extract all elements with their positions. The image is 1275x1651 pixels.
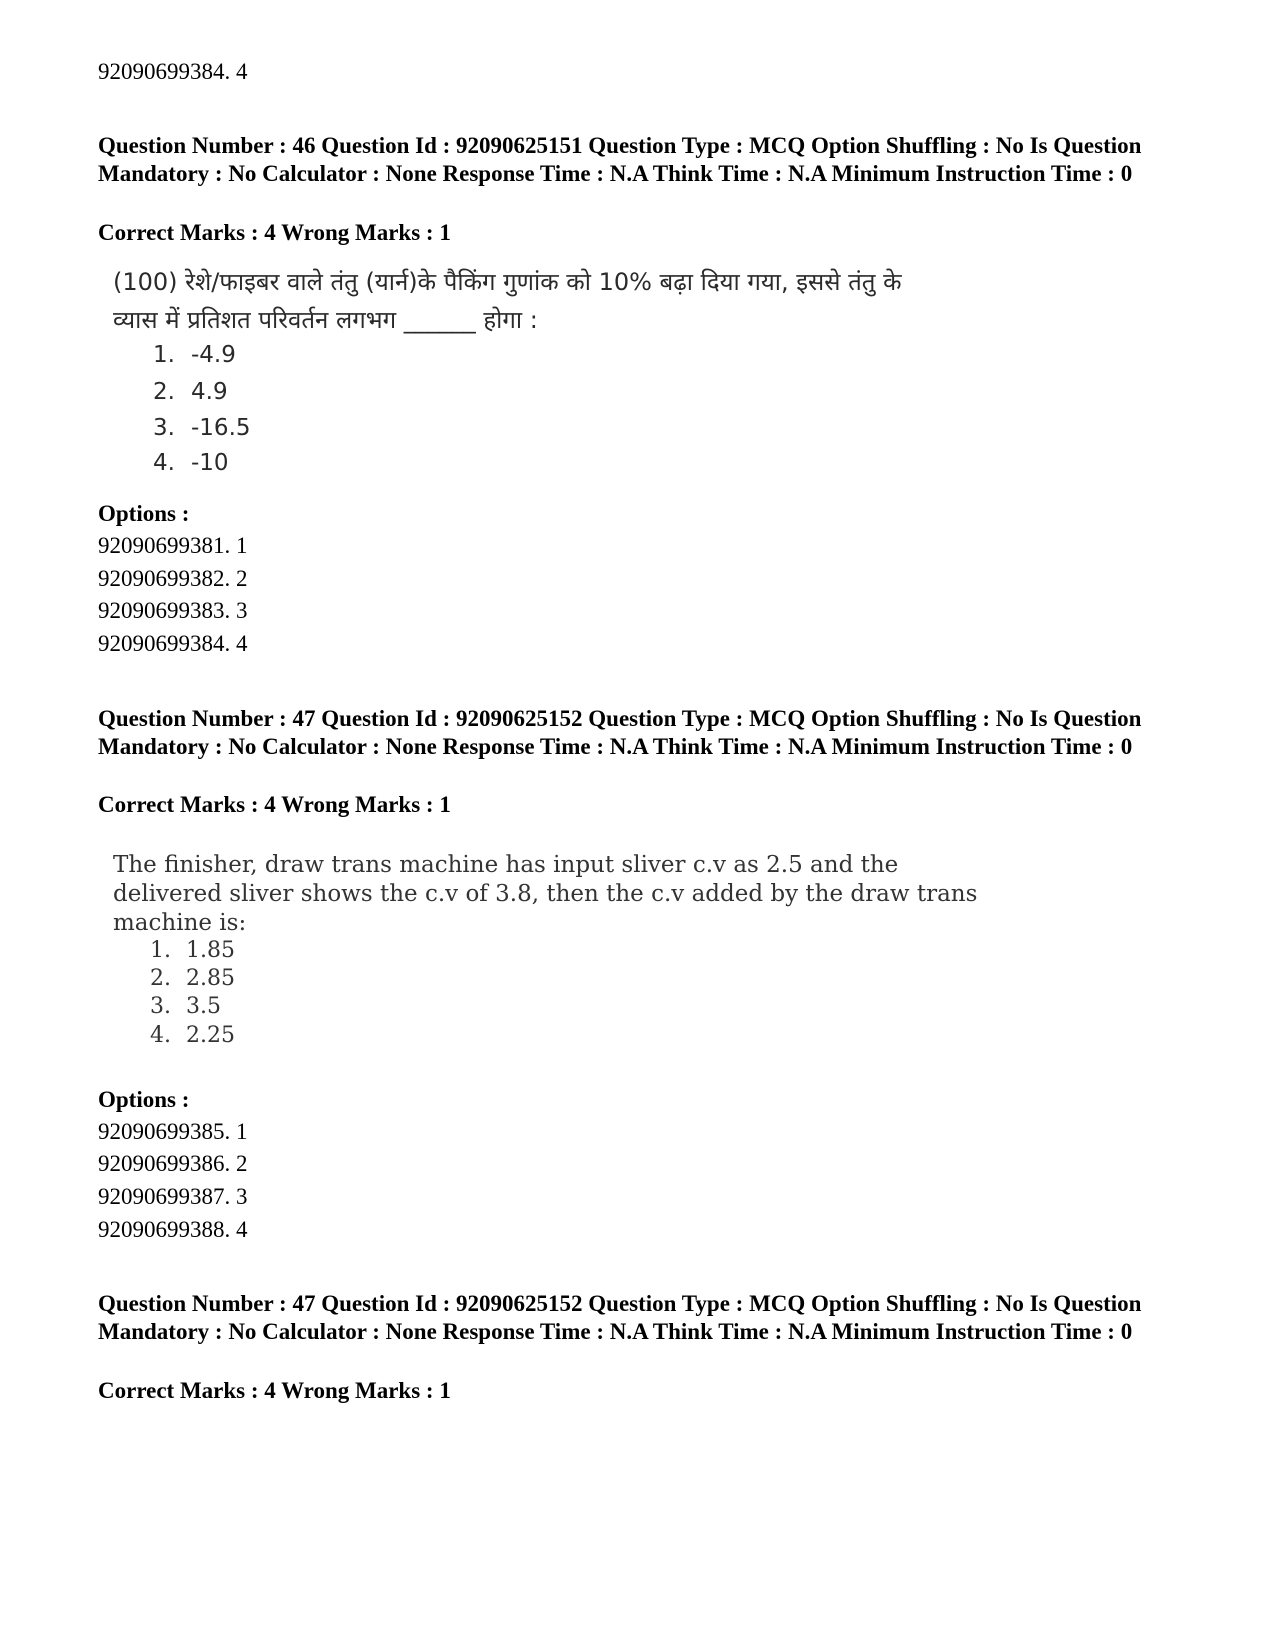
option-line: 92090699386. 2 — [98, 1151, 248, 1176]
question-header: Question Number : 47 Question Id : 92090625152 Question Type : MCQ Option Shuffling : No Is Question Mandatory : No Calculator : None Response Time : N.A Think Time : N.A Minimum Instruction Time : 0 — [98, 706, 1142, 759]
choice-item: 1. 1.85 — [150, 938, 235, 963]
question-text: machine is: — [113, 910, 247, 936]
option-line: 92090699384. 4 — [98, 631, 248, 656]
marks-line: Correct Marks : 4 Wrong Marks : 1 — [98, 792, 451, 817]
option-line: 92090699384. 4 — [98, 59, 248, 84]
option-line: 92090699388. 4 — [98, 1217, 248, 1242]
option-line: 92090699382. 2 — [98, 566, 248, 591]
marks-line: Correct Marks : 4 Wrong Marks : 1 — [98, 1378, 451, 1403]
option-line: 92090699383. 3 — [98, 598, 248, 623]
question-header: Question Number : 46 Question Id : 92090625151 Question Type : MCQ Option Shuffling : No Is Question Mandatory : No Calculator : None Response Time : N.A Think Time : N.A Minimum Instruction Time : 0 — [98, 133, 1142, 186]
question-image — [98, 262, 918, 490]
question-header: Question Number : 47 Question Id : 92090625152 Question Type : MCQ Option Shuffling : No Is Question Mandatory : No Calculator : None Response Time : N.A Think Time : N.A Minimum Instruction Time : 0 — [98, 1291, 1142, 1344]
options-label: Options : — [98, 1087, 190, 1112]
choice-item: 4. -10 — [153, 450, 229, 476]
question-text: (100) रेशे/फाइबर वाले तंतु (यार्न)के पैकिंग गुणांक को 10% बढ़ा दिया गया, इससे तंतु के — [113, 268, 902, 296]
option-line: 92090699381. 1 — [98, 533, 248, 558]
choice-item: 2. 2.85 — [150, 966, 235, 991]
choice-item: 1. -4.9 — [153, 342, 236, 368]
options-label: Options : — [98, 501, 190, 526]
choice-item: 3. 3.5 — [150, 994, 221, 1019]
option-line: 92090699385. 1 — [98, 1119, 248, 1144]
marks-line: Correct Marks : 4 Wrong Marks : 1 — [98, 220, 451, 245]
choice-item: 2. 4.9 — [153, 379, 228, 405]
question-text: delivered sliver shows the c.v of 3.8, then the c.v added by the draw trans — [113, 881, 978, 907]
choice-item: 4. 2.25 — [150, 1023, 235, 1048]
question-text: व्यास में प्रतिशत परिवर्तन लगभग ______ होगा : — [113, 306, 538, 334]
option-line: 92090699387. 3 — [98, 1184, 248, 1209]
question-text: The finisher, draw trans machine has input sliver c.v as 2.5 and the — [113, 852, 899, 878]
choice-item: 3. -16.5 — [153, 415, 251, 441]
question-image — [98, 850, 978, 1060]
